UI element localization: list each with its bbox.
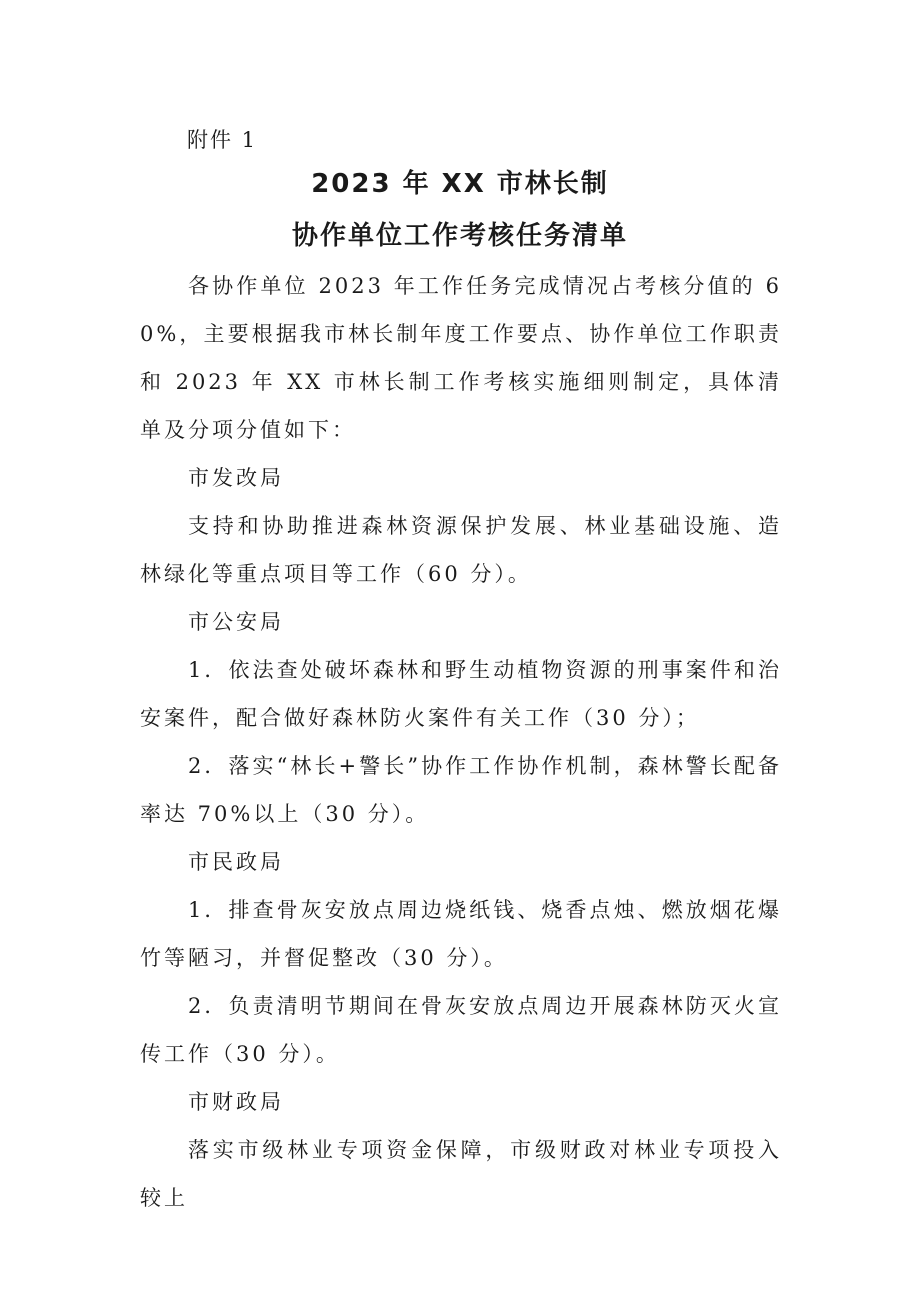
document-title-line-1: 2023 年 XX 市林长制 (311, 169, 609, 199)
task-item: 1．依法查处破坏森林和野生动植物资源的刑事案件和治安案件，配合做好森林防火案件有关工作（30 分）； (140, 658, 782, 730)
task-item: 2．负责清明节期间在骨灰安放点周边开展森林防灭火宣传工作（30 分）。 (140, 994, 782, 1066)
unit-heading-development-reform: 市发改局 (188, 466, 284, 490)
attachment-label: 附件 1 (187, 128, 258, 152)
task-item: 支持和协助推进森林资源保护发展、林业基础设施、造林绿化等重点项目等工作（60 分）。 (140, 514, 782, 586)
intro-paragraph: 各协作单位 2023 年工作任务完成情况占考核分值的 60%，主要根据我市林长制年度工作要点、协作单位工作职责和 2023 年 XX 市林长制工作考核实施细则制定，具体清单及分项分值如下： (140, 274, 782, 442)
unit-heading-finance: 市财政局 (188, 1090, 284, 1114)
task-item: 2．落实“林长+警长”协作工作协作机制，森林警长配备率达 70%以上（30 分）。 (140, 754, 782, 826)
document-title-line-2: 协作单位工作考核任务清单 (291, 221, 628, 251)
unit-heading-public-security: 市公安局 (188, 610, 284, 634)
document-body (140, 262, 782, 1222)
task-item: 落实市级林业专项资金保障，市级财政对林业专项投入较上 (140, 1138, 782, 1210)
unit-heading-civil-affairs: 市民政局 (188, 850, 284, 874)
task-item: 1．排查骨灰安放点周边烧纸钱、烧香点烛、燃放烟花爆竹等陋习，并督促整改（30 分）。 (140, 898, 782, 970)
